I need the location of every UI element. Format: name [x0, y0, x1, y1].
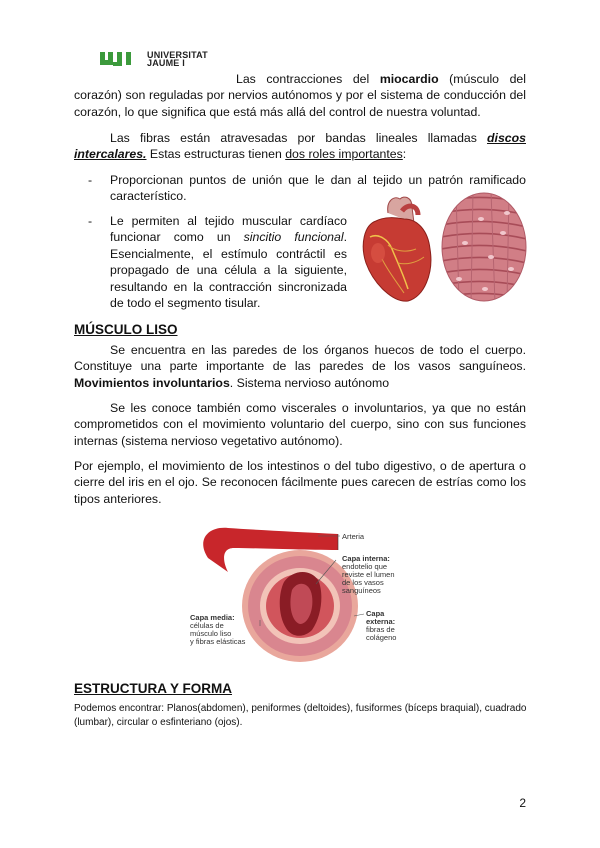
bullet-dash: -: [88, 173, 93, 187]
paragraph-discos: [74, 130, 526, 163]
label-media-2: células de: [190, 621, 224, 630]
label-interna-3: reviste el lumen: [342, 570, 395, 579]
logo-line-2: JAUME I: [147, 58, 185, 68]
label-externa-2: externa:: [366, 617, 396, 626]
underlined-text: dos roles importantes: [285, 147, 403, 162]
bullet-item-1: Proporcionan puntos de unión que le dan al tejido un patrón ramificado característico.: [110, 173, 526, 204]
bold-italic-term: discos intercalares.: [74, 131, 526, 162]
text: Estas estructuras tienen: [146, 147, 286, 162]
label-externa-1: Capa: [366, 609, 385, 618]
bold-term: Movimientos involuntarios: [74, 375, 230, 390]
page-number: 2: [519, 796, 526, 810]
text: Se encuentra en las paredes de los órganos huecos de todo el cuerpo. Constituye una parte importante de las paredes de los vasos sanguíneos.: [74, 343, 526, 374]
section-title-estructura: ESTRUCTURA Y FORMA: [74, 681, 233, 696]
text: (músculo del corazón) son reguladas por nervios autónomos y por el sistema de conducción del corazón, lo que significa que está más allá del control de nuestra voluntad.: [74, 72, 526, 119]
label-arteria: Arteria: [342, 532, 365, 541]
bullet-dash: -: [88, 214, 93, 228]
label-externa-3: fibras de: [366, 625, 395, 634]
logo-wordmark: [147, 51, 208, 68]
artery-diagram: [188, 520, 410, 662]
label-interna-2: endotelio que: [342, 562, 388, 571]
label-interna-1: Capa interna:: [342, 554, 390, 563]
text: Las contracciones del: [236, 72, 380, 86]
text: :: [402, 147, 407, 162]
logo-line-1: UNIVERSITAT: [147, 49, 208, 60]
label-media-4: y fibras elásticas: [190, 637, 246, 646]
label-interna-4: de los vasos: [342, 578, 384, 587]
paragraph-liso-3: Por ejemplo, el movimiento de los intestinos o del tubo digestivo, o de apertura o cierre del iris en el ojo. Se reconocen fácilmente pues carecen de estrías como los tipos anteriores.: [74, 459, 526, 506]
uji-logo-icon: [100, 50, 144, 68]
label-media-1: Capa media:: [190, 613, 235, 622]
bold-term: miocardio: [379, 72, 439, 86]
section-title-musculo-liso: MÚSCULO LISO: [74, 322, 178, 337]
text: Le permiten al tejido muscular cardíaco funcionar como un: [110, 214, 347, 245]
text: Las fibras están atravesadas por bandas lineales llamadas: [110, 131, 488, 145]
university-logo: [100, 50, 208, 68]
label-interna-5: sanguíneos: [342, 586, 381, 595]
label-media-3: músculo liso: [190, 629, 232, 638]
italic-term: sincitio funcional: [243, 230, 344, 245]
label-externa-4: colágeno: [366, 633, 397, 642]
paragraph-miocardio: [74, 71, 526, 120]
bullet-item-2: [110, 213, 347, 311]
cardiac-tissue-image: [441, 191, 527, 303]
heart-illustration: [358, 193, 438, 308]
text: . Esencialmente, el estímulo contráctil es propagado de una célula a la siguiente, resultando en la contracción sincronizada de todo el segmento tisular.: [110, 230, 347, 311]
paragraph-liso-2: Se les conoce también como viscerales o involuntarios, ya que no están comprometidos con el movimiento voluntario del cuerpo, sino con sus funciones internas (sistema nervioso vegetativo autónomo).: [74, 401, 526, 448]
paragraph-liso-1: [74, 342, 526, 391]
text: . Sistema nervioso autónomo: [229, 375, 390, 390]
paragraph-estructura: Podemos encontrar: Planos(abdomen), peniformes (deltoides), fusiformes (bíceps braquial), cuadrado (lumbar), circular o esfinteriano (ojos).: [74, 703, 527, 728]
